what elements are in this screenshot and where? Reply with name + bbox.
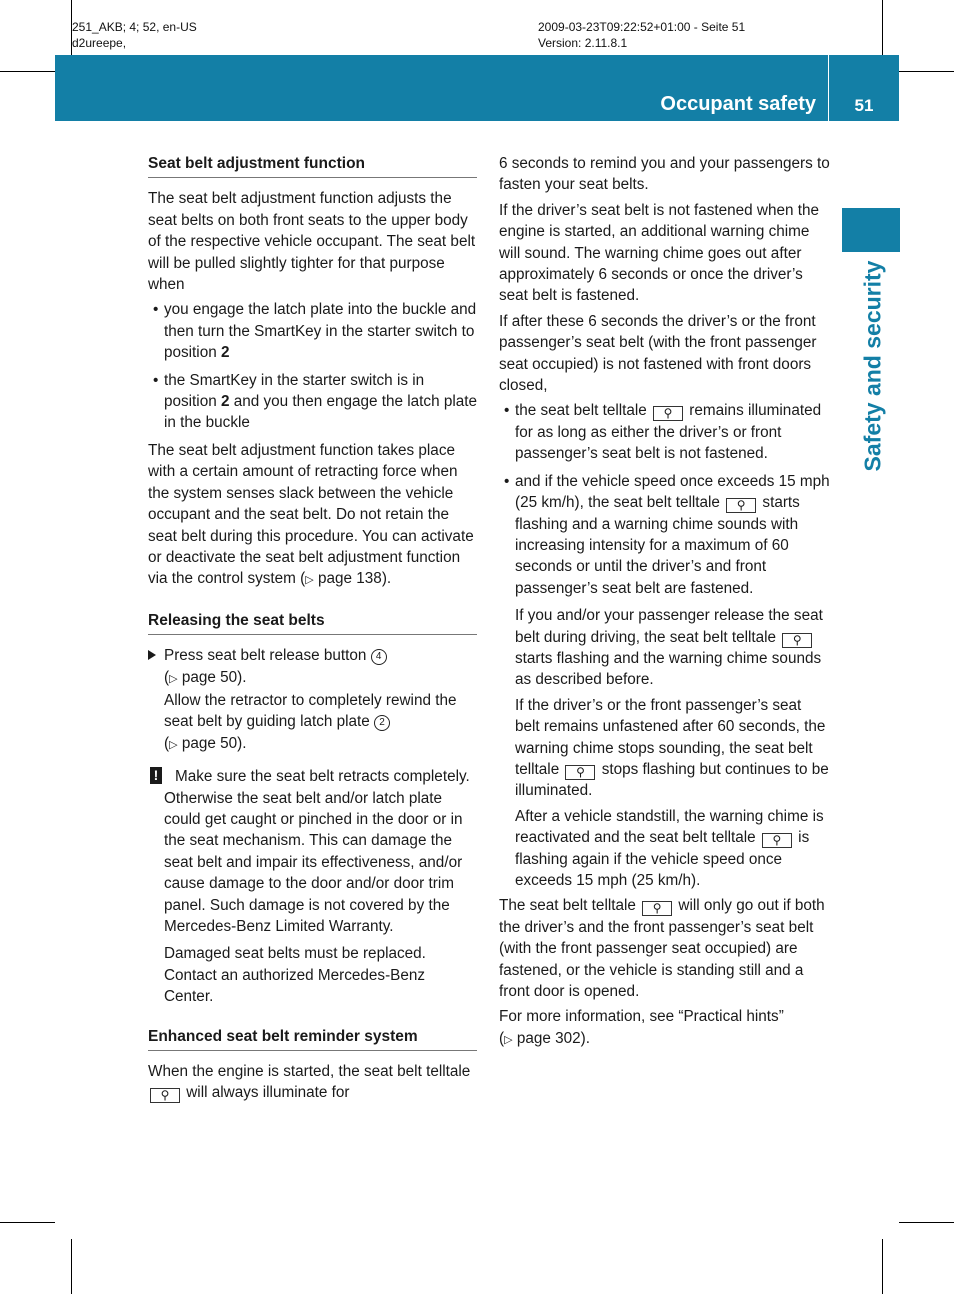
- left-column: [148, 153, 477, 1108]
- bullet-text: the seat belt telltale: [515, 402, 652, 420]
- bullet-item: • the seat belt telltale ⚲ remains illuminated for as long as either the driver’s or front passenger’s seat belt is not fastened.: [504, 402, 822, 463]
- paragraph-text: After a vehicle standstill, the warning chime is reactivated and the seat belt telltale: [515, 807, 824, 847]
- indented-paragraph: [499, 605, 830, 691]
- heading-enhanced-reminder: Enhanced seat belt reminder system: [148, 1026, 477, 1051]
- crop-mark: [0, 1222, 55, 1223]
- bullet-text: starts flashing and a warning chime sounds with increasing intensity for a maximum of 60 seconds or until the driver’s and front passenger’s seat belt are fastened.: [515, 494, 800, 597]
- indented-paragraph: [499, 695, 830, 802]
- paragraph-text: The seat belt telltale: [499, 897, 641, 915]
- page-reference: page 302: [516, 1029, 581, 1047]
- warning-text-2: Damaged seat belts must be replaced. Contact an authorized Mercedes-Benz Center.: [164, 945, 426, 1006]
- paragraph-text: When the engine is started, the seat belt telltale: [148, 1063, 471, 1081]
- seatbelt-telltale-icon: ⚲: [653, 406, 683, 421]
- chapter-label: Safety and security: [859, 260, 886, 472]
- paragraph-text: stops flashing but continues to be illuminated.: [515, 760, 829, 800]
- paragraph-text: If the driver’s or the front passenger’s seat belt remains unfastened after 60 seconds, the warning chime stops sounding, the seat belt telltale: [515, 696, 826, 778]
- bullet-text: you engage the latch plate into the buckle and then turn the SmartKey in the starter switch to position: [164, 301, 477, 362]
- paragraph-text: will only go out if both the driver’s and the front passenger’s seat belt (with the front passenger seat occupied) are fastened, or the vehicle is standing still and a front door is opened.: [499, 897, 825, 1001]
- page-number: 51: [854, 96, 874, 115]
- paragraph: If after these 6 seconds the driver’s or the front passenger’s seat belt (with the front passenger seat occupied) is not fastened with front doors closed,: [499, 312, 817, 395]
- section-title: Occupant safety: [660, 93, 816, 115]
- chapter-tab: [842, 208, 900, 252]
- paragraph: 6 seconds to remind you and your passengers to fasten your seat belts.: [499, 155, 830, 194]
- step-arrow-icon: [148, 650, 156, 660]
- position-value: 2: [220, 393, 230, 411]
- paragraph: [499, 895, 830, 1002]
- heading-releasing-seat-belts: Releasing the seat belts: [148, 610, 477, 635]
- step-item: Press seat belt release button 4 (▷ page 50). Allow the retractor to completely rewind the seat belt by guiding latch plate 2 (▷ page 50).: [148, 645, 477, 756]
- paragraph-text: The seat belt adjustment function takes place with a certain amount of retracting force when the system senses slack between the vehicle occupant and the seat belt. Do not retain the seat belt during this procedure. You can activate or deactivate the seat belt adjustment function via the control system: [148, 441, 474, 588]
- seatbelt-telltale-icon: ⚲: [150, 1088, 180, 1103]
- crop-mark: [71, 1239, 72, 1294]
- meta-line: Version: 2.11.8.1: [538, 36, 628, 50]
- step-text: Press seat belt release button: [164, 647, 371, 665]
- meta-line: 251_AKB; 4; 52, en-US: [72, 20, 197, 34]
- callout-number: 4: [371, 649, 387, 665]
- meta-line: d2ureepe,: [72, 36, 127, 50]
- position-value: 2: [220, 344, 230, 362]
- paragraph: If the driver’s seat belt is not fastened when the engine is started, an additional warning chime will sound. The warning chime goes out after approximately 6 seconds or once the driver’s seat belt is fastened.: [499, 201, 820, 305]
- paragraph-text: starts flashing and the warning chime sounds as described before.: [515, 649, 822, 689]
- paragraph-text: is flashing again if the vehicle speed once exceeds 15 mph (25 km/h).: [515, 829, 810, 889]
- indented-paragraph: [499, 806, 830, 892]
- crop-mark: [0, 71, 55, 72]
- bullet-text: remains illuminated for as long as either the driver’s or front passenger’s seat belt is not fastened.: [515, 402, 822, 463]
- crop-mark: [882, 1239, 883, 1294]
- heading-seat-belt-adjustment: Seat belt adjustment function: [148, 153, 477, 178]
- paragraph: [148, 1061, 477, 1104]
- crop-mark: [899, 71, 954, 72]
- meta-line: 2009-03-23T09:22:52+01:00 - Seite 51: [538, 20, 746, 34]
- warning-icon: !: [150, 767, 162, 784]
- paragraph-text: will always illuminate for: [182, 1084, 350, 1102]
- crop-mark: [882, 0, 883, 55]
- warning-text: Make sure the seat belt retracts completely. Otherwise the seat belt and/or latch plate could get caught or pinched in the door or in the seat mechanism. This can damage the seat belt and impair its effectiveness, and/or cause damage to the door and/or door trim panel. Such damage is not covered by the Mercedes-Benz Limited Warranty.: [164, 768, 470, 935]
- seatbelt-telltale-icon: ⚲: [726, 498, 756, 513]
- paragraph-text: For more information, see “Practical hints”: [499, 1008, 784, 1026]
- paragraph: The seat belt adjustment function adjusts the seat belts on both front seats to the upper body of the respective vehicle occupant. The seat belt will be pulled slightly tighter for that purpose when: [148, 190, 476, 294]
- seatbelt-telltale-icon: ⚲: [762, 833, 792, 848]
- warning-note: [148, 766, 477, 937]
- crop-mark: [899, 1222, 954, 1223]
- paragraph: The seat belt adjustment function takes place with a certain amount of retracting force when the system senses slack between the vehicle occupant and the seat belt. Do not retain the seat belt during this procedure. You can activate or deactivate the seat belt adjustment function via the control system (▷ page 138).: [148, 441, 474, 588]
- bullet-text: and if the vehicle speed once exceeds 15 mph (25 km/h), the seat belt telltale: [515, 472, 830, 512]
- page-reference: page 50: [181, 734, 238, 752]
- bullet-text: and you then engage the latch plate in the buckle: [164, 393, 477, 432]
- header-banner: [55, 55, 828, 121]
- seatbelt-telltale-icon: ⚲: [565, 765, 595, 780]
- page-reference: page 138: [318, 570, 382, 588]
- bullet-item: • you engage the latch plate into the buckle and then turn the SmartKey in the starter switch to position 2: [153, 301, 477, 362]
- seatbelt-telltale-icon: ⚲: [642, 901, 672, 916]
- print-meta-left: [72, 19, 197, 51]
- bullet-item: • the SmartKey in the starter switch is in position 2 and you then engage the latch plate in the buckle: [153, 371, 477, 432]
- paragraph: For more information, see “Practical hints” (▷ page 302).: [499, 1008, 784, 1047]
- bullet-item: • and if the vehicle speed once exceeds 15 mph (25 km/h), the seat belt telltale ⚲ starts flashing and a warning chime sounds with increasing intensity for a maximum of 60 seconds or until the driver’s and front passenger’s seat belt are fastened.: [504, 472, 830, 597]
- right-column: [499, 153, 830, 1055]
- page-reference: page 50: [181, 668, 238, 686]
- page-number-box: [829, 55, 899, 121]
- callout-number: 2: [374, 715, 390, 731]
- seatbelt-telltale-icon: ⚲: [782, 633, 812, 648]
- bullet-text: the SmartKey in the starter switch is in position: [164, 371, 425, 411]
- print-meta-right: [538, 19, 745, 51]
- step-text: Allow the retractor to completely rewind the seat belt by guiding latch plate: [164, 691, 457, 731]
- paragraph-text: If you and/or your passenger release the seat belt during driving, the seat belt telltale: [515, 607, 823, 646]
